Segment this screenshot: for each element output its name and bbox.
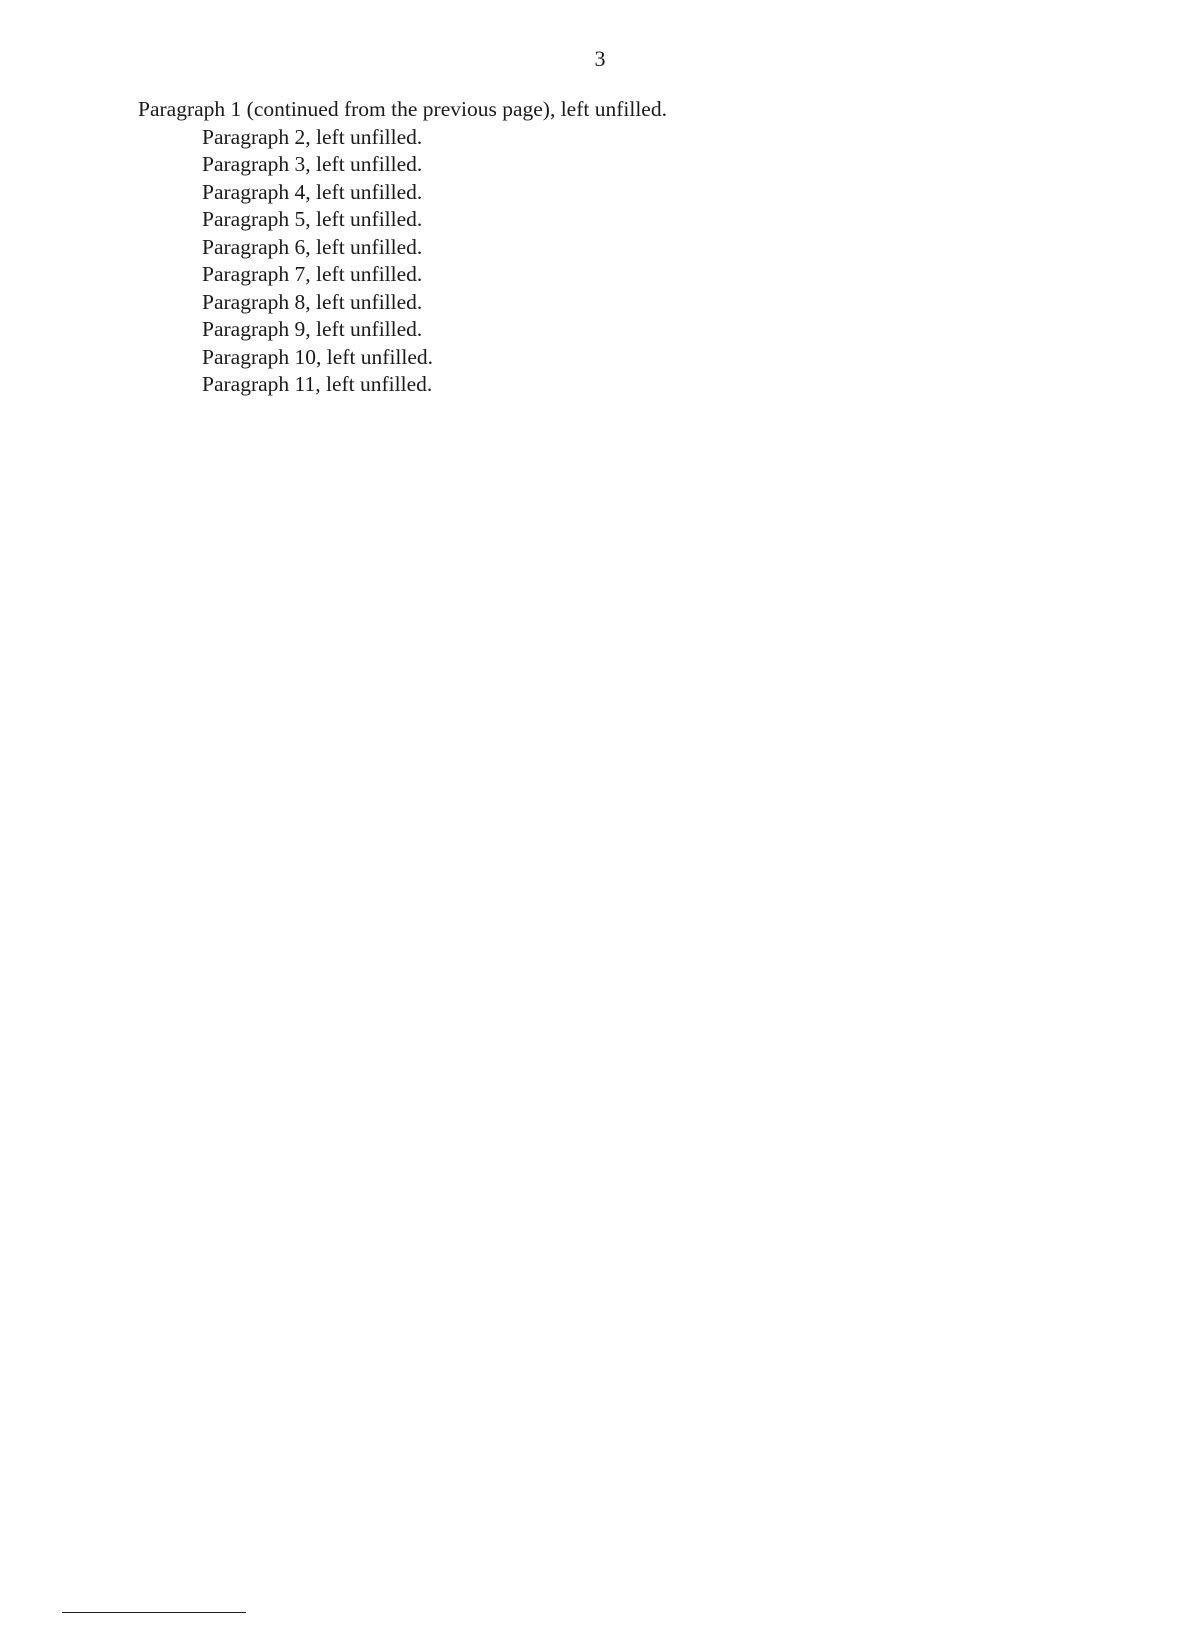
- paragraph: Paragraph 1 (continued from the previous page), left unfilled.: [138, 97, 667, 121]
- paragraph: Paragraph 9, left unfilled.: [202, 317, 423, 341]
- paragraph: Paragraph 5, left unfilled.: [202, 207, 423, 231]
- document-body: [138, 96, 1114, 399]
- paragraph: Paragraph 8, left unfilled.: [202, 289, 423, 314]
- footnote-separator: [62, 1612, 246, 1613]
- paragraph: Paragraph 7, left unfilled.: [202, 262, 423, 286]
- paragraph: Paragraph 6, left unfilled.: [202, 234, 423, 259]
- paragraph: Paragraph 3, left unfilled.: [202, 152, 423, 176]
- paragraph: Paragraph 2, left unfilled.: [202, 124, 423, 149]
- paragraph: Paragraph 10, left unfilled.: [202, 344, 434, 369]
- page-number: 3: [594, 46, 606, 71]
- paragraph: Paragraph 11, left unfilled.: [202, 372, 433, 396]
- paragraph: Paragraph 4, left unfilled.: [202, 179, 423, 204]
